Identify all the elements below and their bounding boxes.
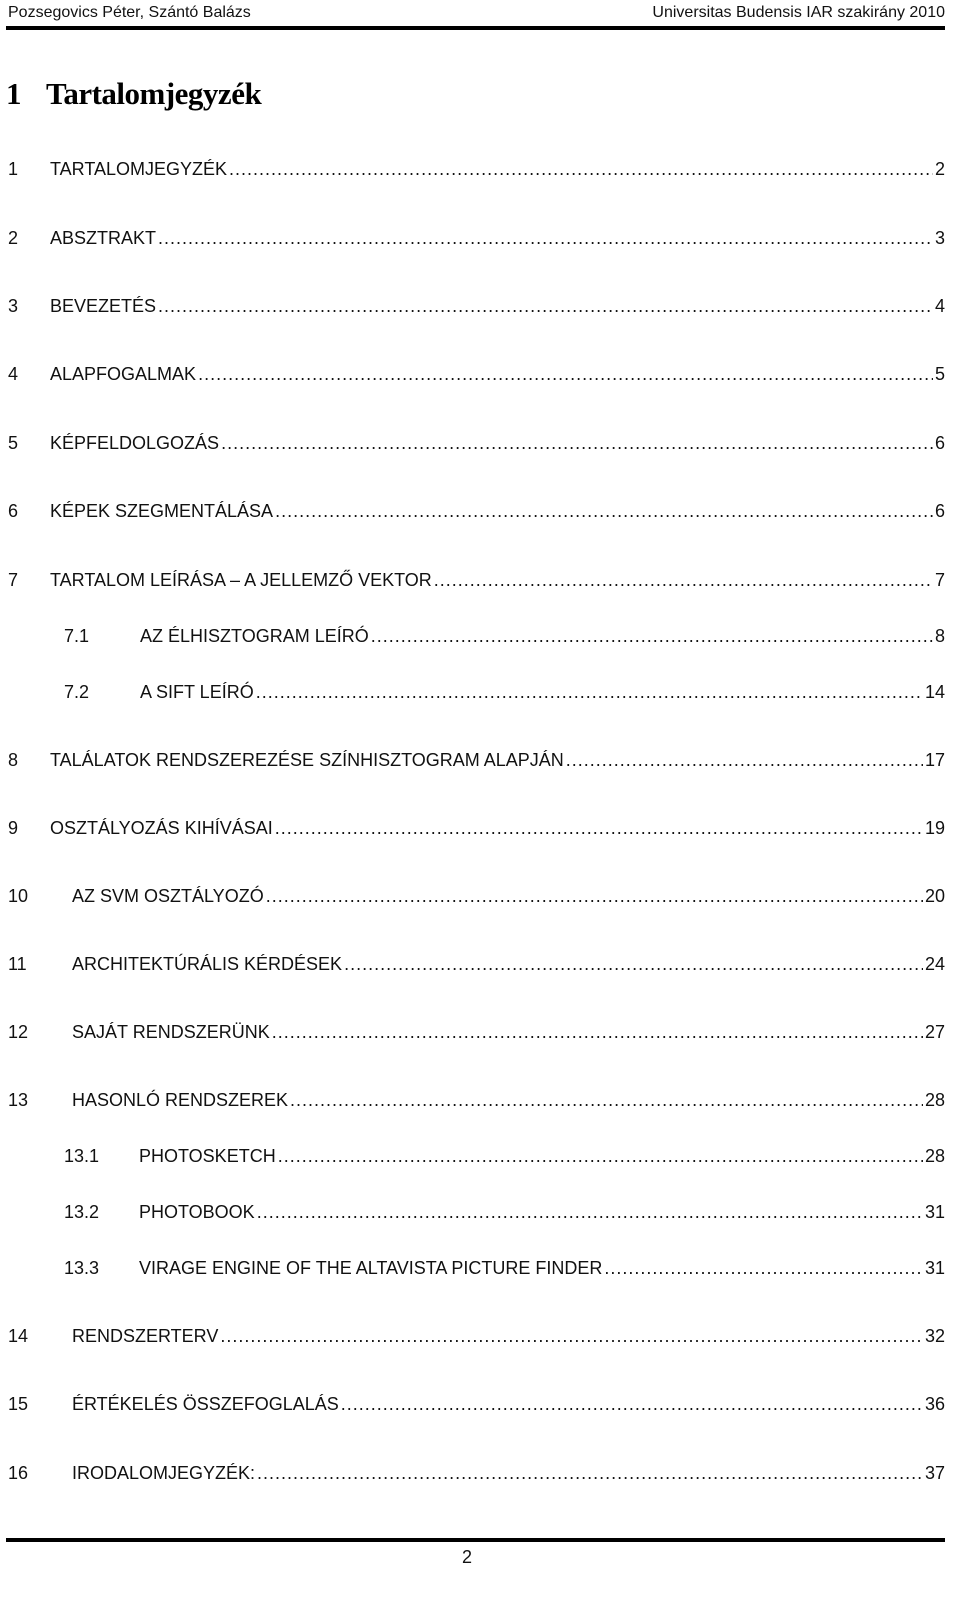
toc-entry-number: 15 [8,1394,29,1414]
toc-leader-dots [275,497,933,525]
toc-entry-title: IRODALOMJEGYZÉK: [72,1463,256,1483]
toc-leader-dots [566,746,923,774]
page-number: 2 [461,1547,472,1567]
toc-entry-title: A SIFT LEÍRÓ [140,682,254,702]
toc-leader-dots [341,1390,923,1418]
toc-entry-number: 8 [8,750,19,770]
toc-entry-title: TARTALOMJEGYZÉK [50,159,228,179]
toc-entry-page: 3 [934,228,945,248]
toc-entry-page: 27 [924,1022,945,1042]
toc-entry-number: 16 [8,1463,29,1483]
toc-entry[interactable] [8,1322,945,1350]
toc-entry[interactable] [8,1086,945,1114]
toc-entry[interactable] [8,1390,945,1418]
toc-entry-number: 12 [8,1022,29,1042]
toc-entry-title: AZ SVM OSZTÁLYOZÓ [72,886,264,906]
toc-leader-dots [158,224,933,252]
toc-leader-dots [221,429,933,457]
toc-subentry[interactable] [64,1142,945,1170]
toc-entry-number: 6 [8,501,19,521]
toc-entry-number: 7.1 [64,626,90,646]
toc-entry[interactable] [8,566,945,594]
toc-entry-number: 3 [8,296,19,316]
toc-entry-page: 28 [924,1090,945,1110]
toc-entry-number: 11 [8,954,27,974]
toc-leader-dots [272,1018,923,1046]
toc-entry-title: VIRAGE ENGINE OF THE ALTAVISTA PICTURE FINDER [139,1258,603,1278]
toc-entry-title: TARTALOM LEÍRÁSA – A JELLEMZŐ VEKTOR [50,570,432,590]
toc-entry-page: 8 [934,626,945,646]
toc-entry-page: 32 [924,1326,945,1346]
toc-entry-title: PHOTOSKETCH [139,1146,276,1166]
toc-entry[interactable] [8,950,945,978]
toc-entry-number: 13.3 [64,1258,100,1278]
toc-entry-title: PHOTOBOOK [139,1202,255,1222]
toc-entry-number: 7.2 [64,682,90,702]
toc-entry-title: TALÁLATOK RENDSZEREZÉSE SZÍNHISZTOGRAM ALAPJÁN [50,750,564,770]
toc-entry-number: 14 [8,1326,29,1346]
toc-entry[interactable] [8,360,945,388]
toc-entry[interactable] [8,882,945,910]
toc-entry-title: ALAPFOGALMAK [50,364,197,384]
toc-entry-number: 5 [8,433,19,453]
toc-leader-dots [275,814,923,842]
toc-leader-dots [290,1086,923,1114]
toc-entry-page: 17 [924,750,945,770]
toc-entry-number: 13 [8,1090,29,1110]
toc-leader-dots [257,1459,923,1487]
toc-entry-title: AZ ÉLHISZTOGRAM LEÍRÓ [140,626,369,646]
toc-entry-page: 7 [934,570,945,590]
toc-entry[interactable] [8,292,945,320]
toc-leader-dots [604,1254,923,1282]
toc-leader-dots [198,360,933,388]
toc-entry-title: KÉPEK SZEGMENTÁLÁSA [50,501,274,521]
toc-leader-dots [257,1198,923,1226]
toc-entry[interactable] [8,746,945,774]
toc-entry-page: 6 [934,501,945,521]
toc-entry-number: 1 [8,159,19,179]
toc-entry-page: 28 [924,1146,945,1166]
toc-leader-dots [371,622,933,650]
toc-entry-title: OSZTÁLYOZÁS KIHÍVÁSAI [50,818,273,838]
header-authors: Pozsegovics Péter, Szántó Balázs [8,4,251,21]
toc-entry[interactable] [8,224,945,252]
toc-entry-page: 24 [924,954,945,974]
toc-leader-dots [434,566,933,594]
toc-subentry[interactable] [64,678,945,706]
header-institution: Universitas Budensis IAR szakirány 2010 [652,4,945,21]
toc-entry-page: 5 [934,364,945,384]
toc-entry[interactable] [8,1459,945,1487]
toc-entry-title: ARCHITEKTÚRÁLIS KÉRDÉSEK [72,954,343,974]
toc-subentry[interactable] [64,622,945,650]
toc-leader-dots [256,678,923,706]
toc-leader-dots [278,1142,923,1170]
toc-entry-title: KÉPFELDOLGOZÁS [50,433,220,453]
toc-entry-page: 31 [924,1258,945,1278]
toc-leader-dots [220,1322,923,1350]
toc-entry[interactable] [8,1018,945,1046]
toc-entry[interactable] [8,814,945,842]
page-title-number: 1 [6,76,21,111]
toc-entry-number: 13.2 [64,1202,100,1222]
toc-entry-page: 36 [924,1394,945,1414]
toc-entry-number: 7 [8,570,19,590]
toc-entry-page: 20 [924,886,945,906]
page-title-text: Tartalomjegyzék [46,76,262,111]
toc-entry-page: 6 [934,433,945,453]
toc-entry[interactable] [8,497,945,525]
toc-entry-title: HASONLÓ RENDSZEREK [72,1090,289,1110]
toc-entry[interactable] [8,429,945,457]
toc-leader-dots [229,155,933,183]
toc-entry-title: SAJÁT RENDSZERÜNK [72,1022,270,1042]
toc-leader-dots [266,882,923,910]
toc-leader-dots [158,292,933,320]
toc-subentry[interactable] [64,1198,945,1226]
toc-entry-page: 37 [924,1463,945,1483]
toc-entry-number: 4 [8,364,19,384]
toc-subentry[interactable] [64,1254,945,1282]
toc-entry-number: 9 [8,818,19,838]
toc-entry-page: 19 [924,818,945,838]
toc-entry-number: 13.1 [64,1146,100,1166]
toc-entry-title: ÉRTÉKELÉS ÖSSZEFOGLALÁS [72,1394,339,1414]
toc-entry-title: RENDSZERTERV [72,1326,219,1346]
toc-entry-title: ABSZTRAKT [50,228,157,248]
footer-rule [6,1538,945,1542]
toc-entry-title: BEVEZETÉS [50,296,157,316]
toc-entry-number: 10 [8,886,29,906]
toc-leader-dots [344,950,923,978]
toc-entry-number: 2 [8,228,19,248]
toc-entry-page: 2 [934,159,945,179]
toc-entry[interactable] [8,155,945,183]
toc-entry-page: 4 [934,296,945,316]
toc-entry-page: 14 [924,682,945,702]
toc-entry-page: 31 [924,1202,945,1222]
